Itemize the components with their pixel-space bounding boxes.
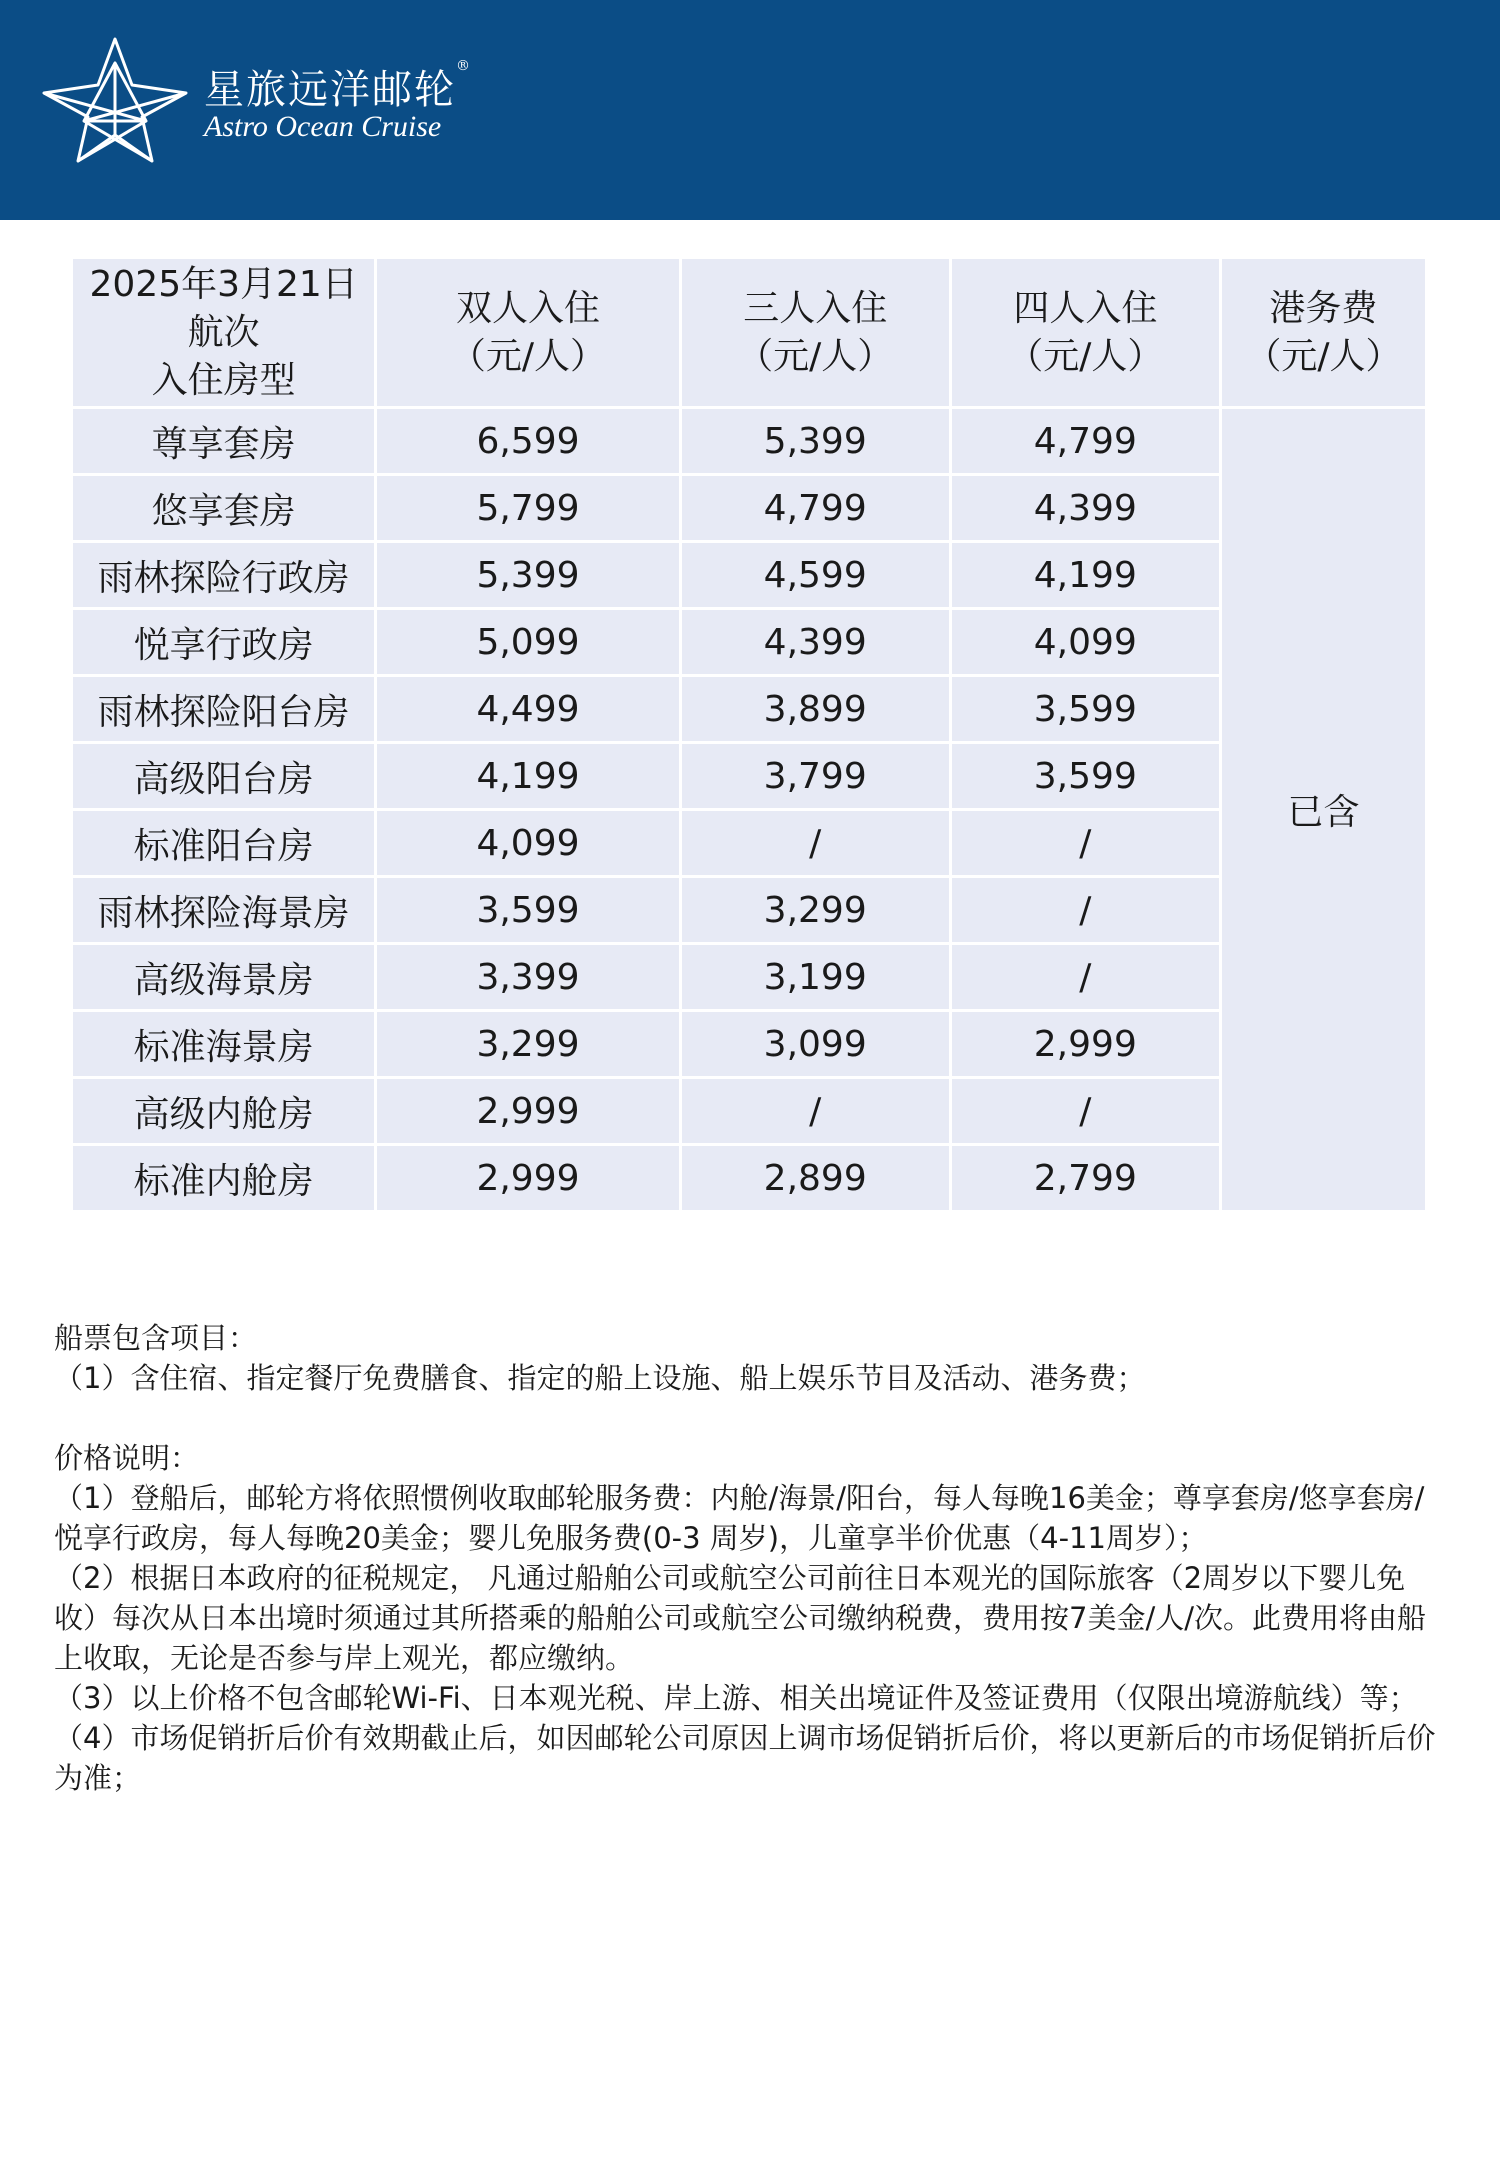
cabin-name: 雨林探险阳台房 — [73, 677, 374, 741]
price-triple: 3,199 — [682, 945, 949, 1009]
price-triple: 4,399 — [682, 610, 949, 674]
price-quad: 3,599 — [952, 677, 1219, 741]
price-double: 6,599 — [377, 409, 678, 473]
price-note-item: （2）根据日本政府的征税规定， 凡通过船舶公司或航空公司前往日本观光的国际旅客（2周岁以下婴儿免收）每次从日本出境时须通过其所搭乘的船舶公司或航空公司缴纳税费，费用按7美金/人/次。此费用将由船上收取，无论是否参与岸上观光，都应缴纳。 — [54, 1561, 1426, 1675]
price-double: 5,399 — [377, 543, 678, 607]
brand-name-en: Astro Ocean Cruise — [204, 110, 442, 143]
price-triple: 3,799 — [682, 744, 949, 808]
header-triple: 三人入住 （元/人） — [682, 259, 949, 406]
port-fee-included: 已含 — [1222, 409, 1425, 1210]
table-header-row — [73, 259, 1425, 406]
price-double: 3,399 — [377, 945, 678, 1009]
price-double: 3,299 — [377, 1012, 678, 1076]
price-triple: 3,099 — [682, 1012, 949, 1076]
header-cabin-type: 2025年3月21日航次 入住房型 — [73, 259, 374, 406]
price-triple: 3,299 — [682, 878, 949, 942]
price-table-container — [70, 256, 1428, 1213]
cabin-name: 悠享套房 — [73, 476, 374, 540]
star-compass-logo-icon — [40, 35, 190, 165]
price-double: 4,499 — [377, 677, 678, 741]
price-quad: 4,099 — [952, 610, 1219, 674]
price-double: 2,999 — [377, 1146, 678, 1210]
price-double: 3,599 — [377, 878, 678, 942]
price-notes-title: 价格说明： — [54, 1441, 200, 1475]
price-quad: / — [952, 878, 1219, 942]
header-quad: 四人入住 （元/人） — [952, 259, 1219, 406]
cabin-name: 雨林探险海景房 — [73, 878, 374, 942]
brand-name-cn: 星旅远洋邮轮® — [204, 58, 472, 113]
cabin-name: 雨林探险行政房 — [73, 543, 374, 607]
table-row — [73, 409, 1425, 473]
cabin-name: 高级海景房 — [73, 945, 374, 1009]
price-double: 4,099 — [377, 811, 678, 875]
price-quad: / — [952, 945, 1219, 1009]
price-quad: 4,799 — [952, 409, 1219, 473]
price-triple: / — [682, 1079, 949, 1143]
price-double: 5,799 — [377, 476, 678, 540]
price-triple: 5,399 — [682, 409, 949, 473]
price-quad: 2,999 — [952, 1012, 1219, 1076]
price-quad: 4,199 — [952, 543, 1219, 607]
price-quad: / — [952, 1079, 1219, 1143]
price-quad: / — [952, 811, 1219, 875]
price-triple: 3,899 — [682, 677, 949, 741]
price-note-item: （1）登船后，邮轮方将依照惯例收取邮轮服务费：内舱/海景/阳台，每人每晚16美金；尊享套房/悠享套房/悦享行政房，每人每晚20美金；婴儿免服务费(0-3 周岁)，儿童享半价优惠（4-11周岁）； — [54, 1481, 1425, 1555]
cabin-name: 标准内舱房 — [73, 1146, 374, 1210]
cabin-name: 高级内舱房 — [73, 1079, 374, 1143]
cabin-name: 高级阳台房 — [73, 744, 374, 808]
price-quad: 3,599 — [952, 744, 1219, 808]
price-note-item: （3）以上价格不包含邮轮Wi-Fi、日本观光税、岸上游、相关出境证件及签证费用（仅限出境游航线）等； — [54, 1681, 1418, 1715]
price-quad: 2,799 — [952, 1146, 1219, 1210]
price-double: 4,199 — [377, 744, 678, 808]
included-title: 船票包含项目： — [54, 1321, 258, 1355]
price-triple: 4,799 — [682, 476, 949, 540]
price-quad: 4,399 — [952, 476, 1219, 540]
cabin-name: 悦享行政房 — [73, 610, 374, 674]
notes-section — [54, 1318, 1446, 1798]
price-double: 5,099 — [377, 610, 678, 674]
header-port-fee: 港务费 （元/人） — [1222, 259, 1425, 406]
header-double: 双人入住 （元/人） — [377, 259, 678, 406]
price-note-item: （4）市场促销折后价有效期截止后，如因邮轮公司原因上调市场促销折后价，将以更新后的市场促销折后价为准； — [54, 1721, 1436, 1795]
price-double: 2,999 — [377, 1079, 678, 1143]
price-triple: / — [682, 811, 949, 875]
price-triple: 2,899 — [682, 1146, 949, 1210]
brand-header — [0, 0, 1500, 220]
included-item: （1）含住宿、指定餐厅免费膳食、指定的船上设施、船上娱乐节目及活动、港务费； — [54, 1361, 1146, 1395]
cabin-name: 标准海景房 — [73, 1012, 374, 1076]
cabin-name: 标准阳台房 — [73, 811, 374, 875]
price-triple: 4,599 — [682, 543, 949, 607]
price-table — [70, 256, 1428, 1213]
notes-spacer — [54, 1398, 1446, 1438]
cabin-name: 尊享套房 — [73, 409, 374, 473]
